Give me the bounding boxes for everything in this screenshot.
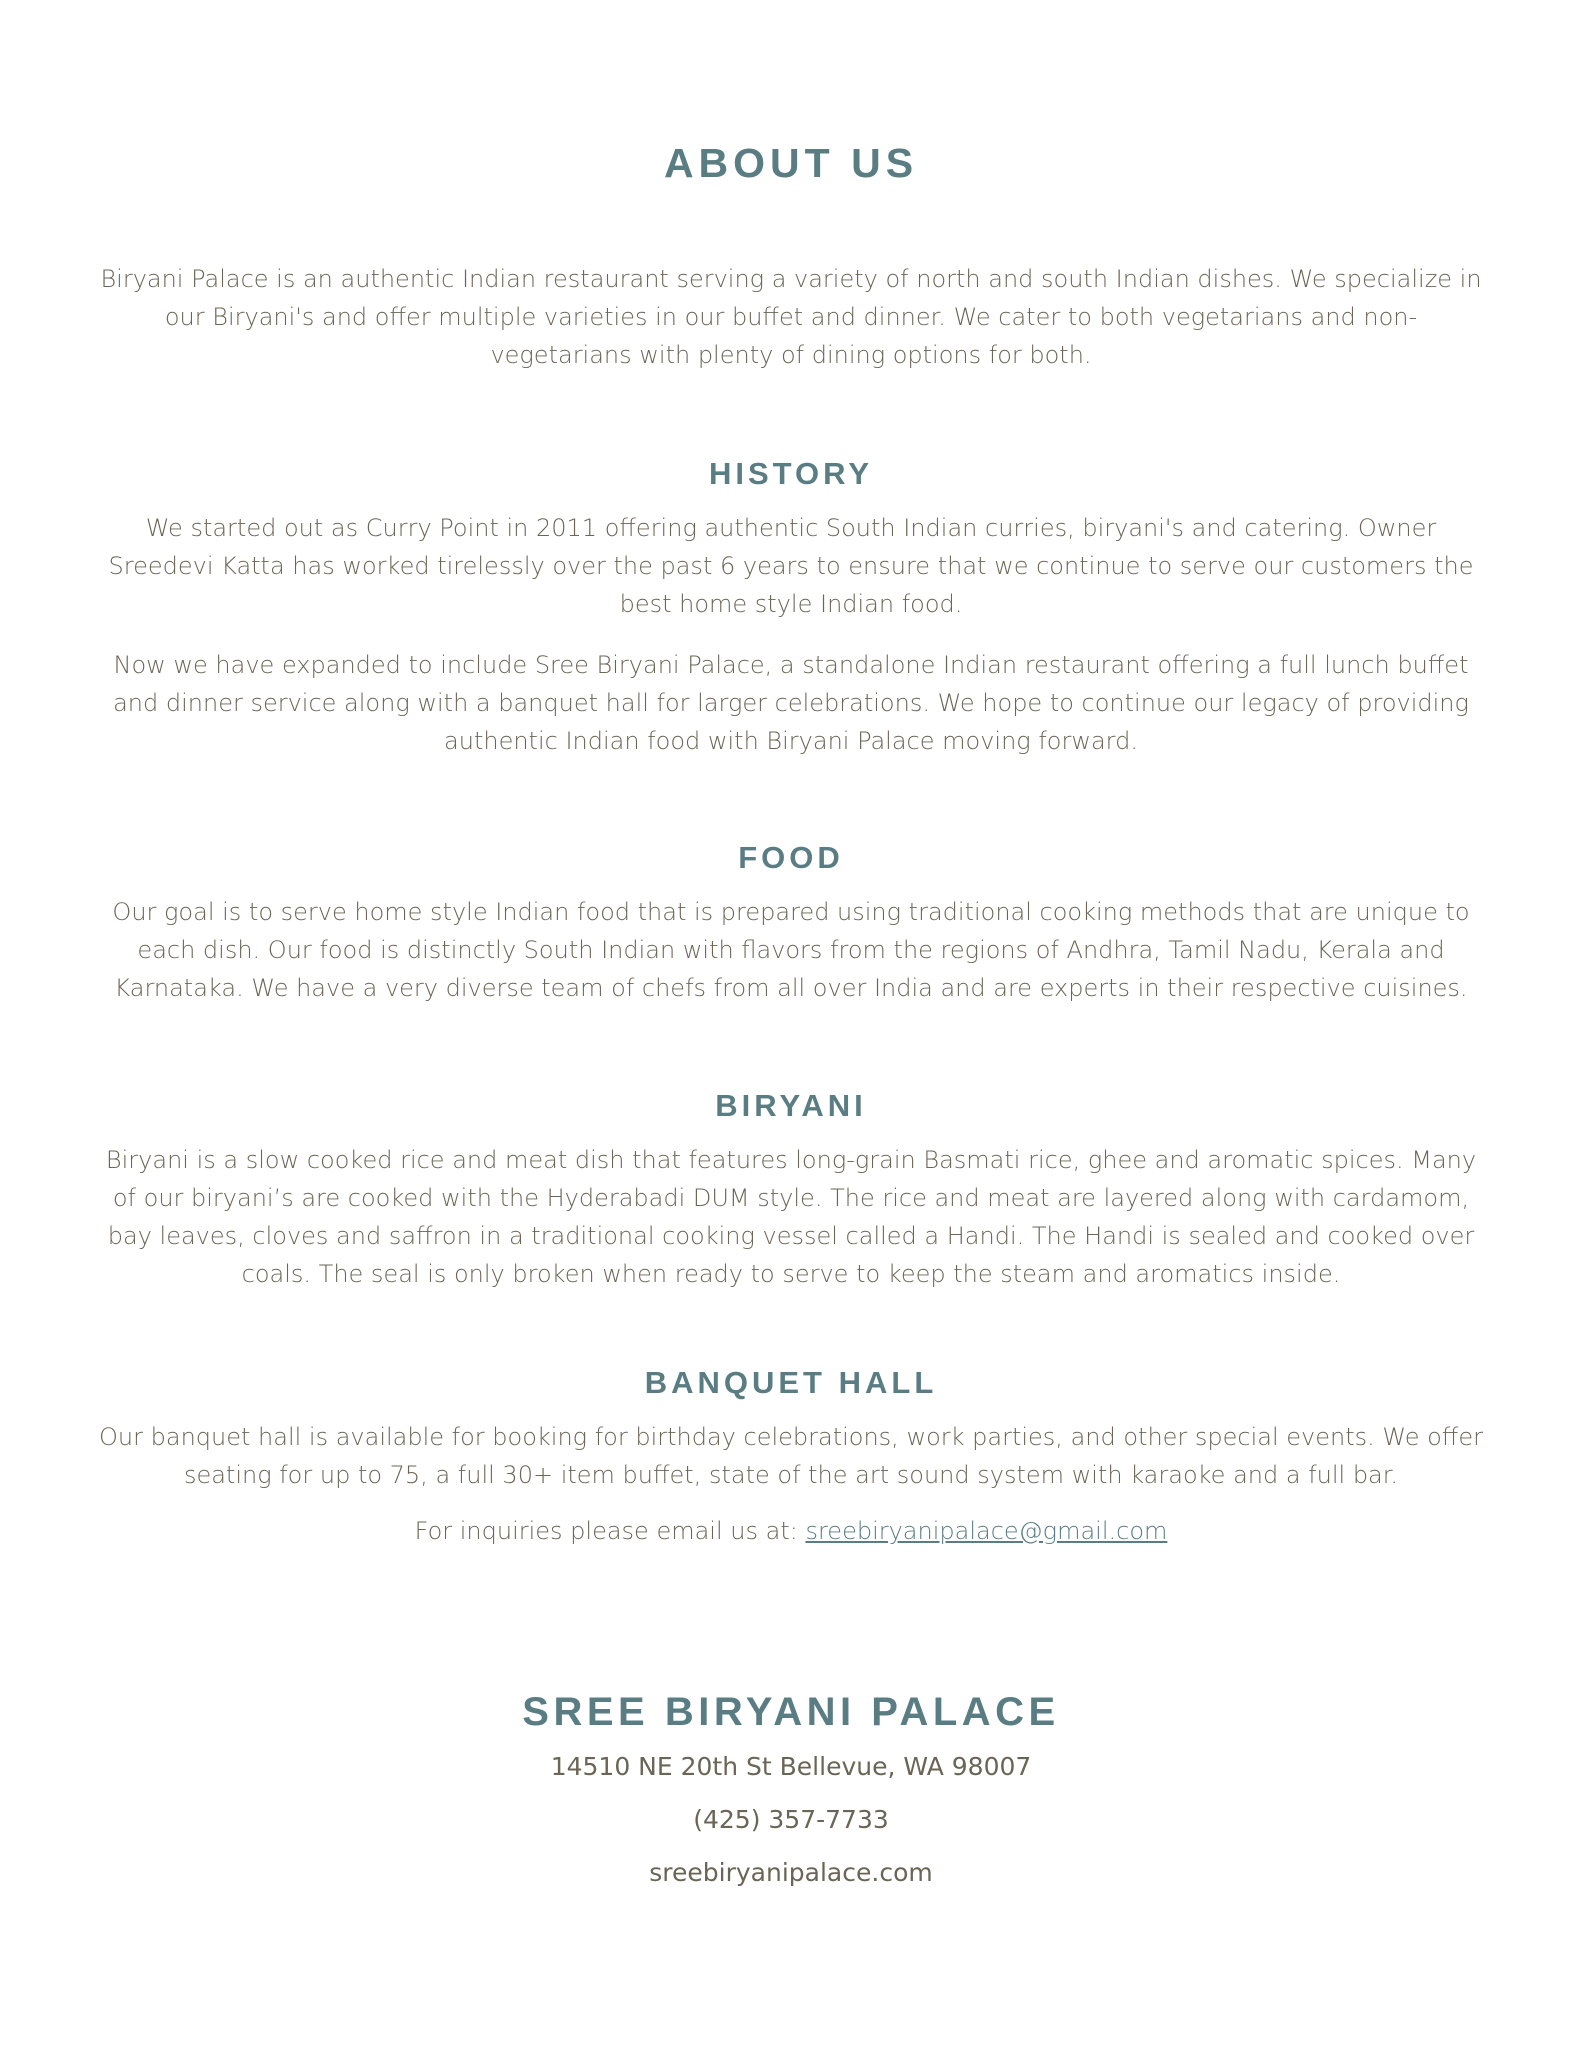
biryani-heading: BIRYANI: [715, 1088, 867, 1123]
address: 14510 NE 20th St Bellevue, WA 98007: [550, 1752, 1032, 1781]
inquiry-label: For inquiries please email us at:: [414, 1517, 806, 1545]
biryani-paragraph: Biryani is a slow cooked rice and meat dish that features long-grain Basmati rice, ghee and aromatic spices. Many of our biryani’s are cooked with the Hyderabadi DUM style. The rice and meat are layered along with cardamom, bay leaves, cloves and saffron in a traditional cooking vessel called a Handi. The Handi is sealed and cooked over coals. The seal is only broken when ready to serve to keep the steam and aromatics inside.: [105, 1146, 1477, 1288]
history-paragraph-1: We started out as Curry Point in 2011 offering authentic South Indian curries, biryani's and catering. Owner Sreedevi Katta has worked tirelessly over the past 6 years to ensure that we continue to serve our customers the best home style Indian food.: [108, 514, 1474, 618]
banquet-hall-heading: BANQUET HALL: [644, 1365, 938, 1400]
food-paragraph: Our goal is to serve home style Indian food that is prepared using traditional cooking methods that are unique to each dish. Our food is distinctly South Indian with flavors from the regions of Andhra, Tamil Nadu, Kerala and Karnataka. We have a very diverse team of chefs from all over India and are experts in their respective cuisines.: [112, 898, 1470, 1002]
about-paragraph: Biryani Palace is an authentic Indian restaurant serving a variety of north and south Indian dishes. We specialize in our Biryani's and offer multiple varieties in our buffet and dinner. We cater to both vegetarians and non-vegetarians with plenty of dining options for both.: [100, 265, 1482, 369]
website: sreebiryanipalace.com: [649, 1858, 933, 1887]
banquet-hall-paragraph: Our banquet hall is available for booking for birthday celebrations, work parties, and other special events. We offer seating for up to 75, a full 30+ item buffet, state of the art sound system with karaoke and a full bar.: [99, 1423, 1483, 1489]
phone-number: (425) 357-7733: [693, 1805, 889, 1834]
history-heading: HISTORY: [708, 456, 874, 491]
history-paragraph-2: Now we have expanded to include Sree Biryani Palace, a standalone Indian restaurant offering a full lunch buffet and dinner service along with a banquet hall for larger celebrations. We hope to continue our legacy of providing authentic Indian food with Biryani Palace moving forward.: [113, 651, 1469, 755]
email-link[interactable]: sreebiryanipalace@gmail.com: [805, 1517, 1168, 1545]
inquiry-line: [95, 1512, 1487, 1550]
page-title: ABOUT US: [663, 140, 919, 186]
food-heading: FOOD: [738, 840, 844, 875]
restaurant-name: SREE BIRYANI PALACE: [522, 1690, 1060, 1734]
